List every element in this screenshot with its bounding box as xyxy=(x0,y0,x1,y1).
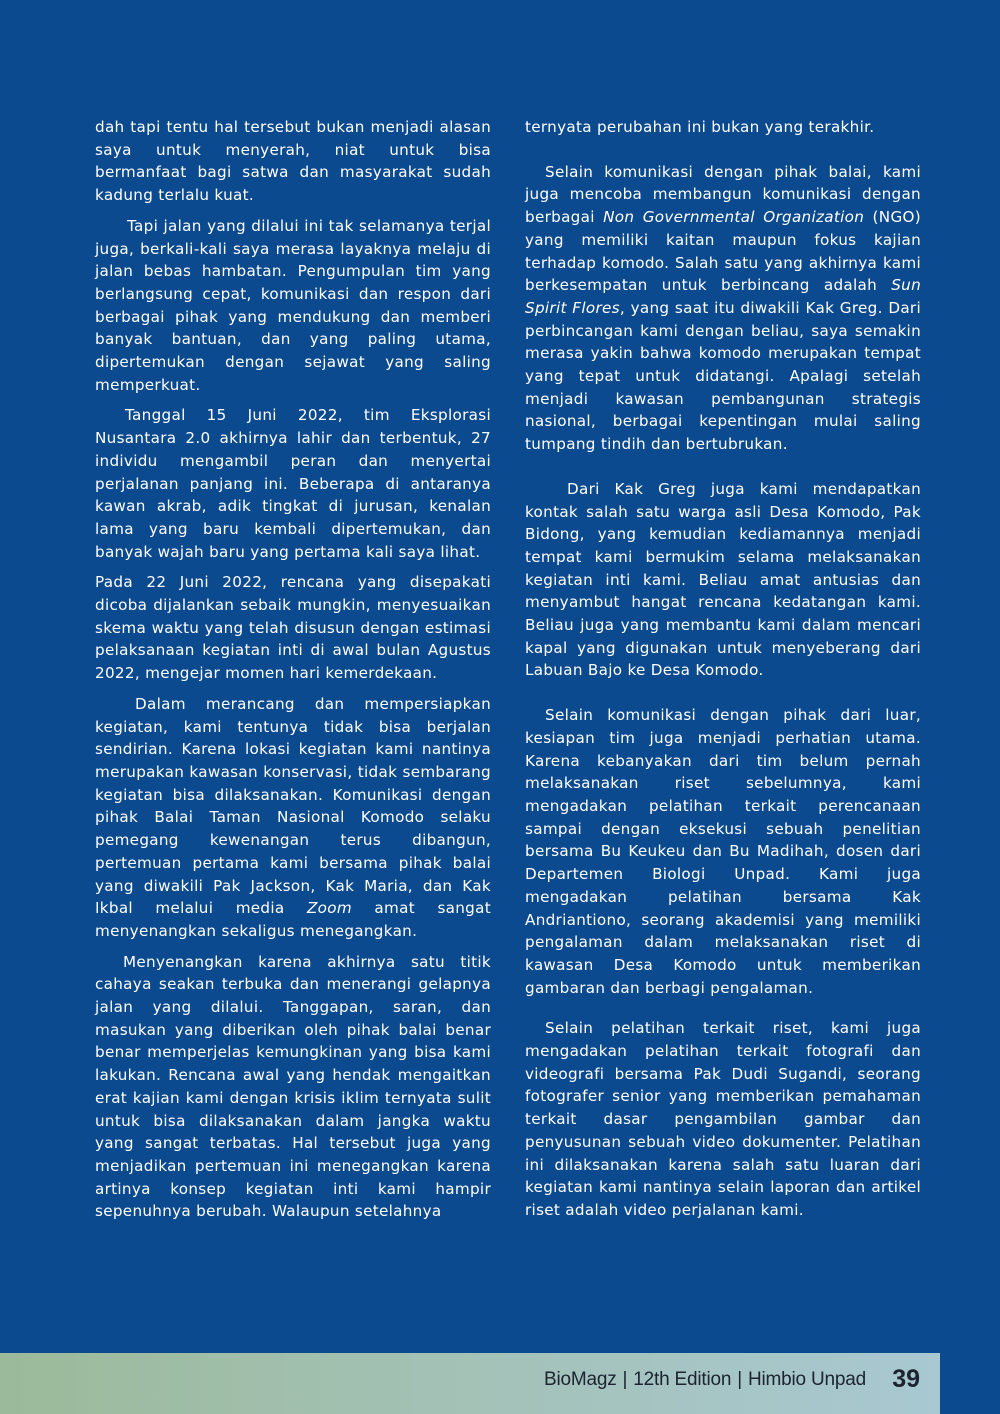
paragraph: ternyata perubahan ini bukan yang terakhir. xyxy=(525,118,875,136)
italic-text: Zoom xyxy=(306,899,352,918)
separator: | xyxy=(622,1369,628,1390)
text-span: , yang saat itu diwakili Kak Greg. Dari perbincangan kami dengan beliau, saya semakin merasa yakin bahwa komodo merupakan tempat yang tepat untuk didatangi. Apalagi setelah menjadi kawasan pembangunan strategis nasional, berbagai kepentingan mulai saling tumpang tindih dan bertubrukan. xyxy=(525,298,921,454)
magazine-name: BioMagz xyxy=(544,1369,617,1390)
paragraph: Pada 22 Juni 2022, rencana yang disepakati dicoba dijalankan sebaik mungkin, menyesuaikan skema waktu yang telah disusun dengan estimasi pelaksanaan kegiatan inti di awal bulan Agustus 2022, mengejar momen hari kemerdekaan. xyxy=(95,573,491,683)
page-number: 39 xyxy=(892,1365,920,1393)
italic-text: Non Governmental Organization xyxy=(603,208,865,227)
separator: | xyxy=(737,1369,742,1390)
paragraph: Dari Kak Greg juga kami mendapatkan kontak salah satu warga asli Desa Komodo, Pak Bidong, yang kemudian kediamannya menjadi tempat kami bermukim selama melaksanakan kegiatan inti kami. Beliau amat antusias dan menyambut hangat rencana kedatangan kami. Beliau juga yang membantu kami dalam mencari kapal yang digunakan untuk menyeberang dari Labuan Bajo ke Desa Komodo. xyxy=(525,479,921,680)
text-span: Dalam merancang dan mempersiapkan kegiatan, kami tentunya tidak bisa berjalan sendirian. Karena lokasi kegiatan kami nantinya merupakan kawasan konservasi, tidak sembarang kegiatan bisa dilaksanakan. Komunikasi dengan pihak Balai Taman Nasional Komodo selaku pemegang kewenangan terus dibangun, pertemuan pertama kami bersama pihak balai yang diwakili Pak Jackson, Kak Maria, dan Kak Ikbal melalui media xyxy=(95,694,491,918)
paragraph xyxy=(525,161,921,456)
text-span: amat sangat menyenangkan sekaligus menegangkan. xyxy=(95,899,491,940)
edition-label: 12th Edition xyxy=(633,1369,732,1390)
paragraph: dah tapi tentu hal tersebut bukan menjadi alasan saya untuk menyerah, niat untuk bisa bermanfaat bagi satwa dan masyarakat sudah kadung terlalu kuat. xyxy=(95,118,491,205)
footer-credits xyxy=(544,1369,866,1391)
text-span: Selain komunikasi dengan pihak balai, kami juga mencoba membangun komunikasi dengan berbagai xyxy=(525,162,921,227)
text-span: (NGO) yang memiliki kaitan maupun fokus kajian terhadap komodo. Salah satu yang akhirnya kami berkesempatan untuk berbincang adalah xyxy=(525,208,921,295)
paragraph: Tanggal 15 Juni 2022, tim Eksplorasi Nusantara 2.0 akhirnya lahir dan terbentuk, 27 individu mengambil peran dan menyertai perjalanan panjang ini. Beberapa di antaranya kawan akrab, adik tingkat di jurusan, kenalan lama yang baru kembali dipertemukan, dan banyak wajah baru yang pertama kali saya lihat. xyxy=(95,406,491,561)
organization-name: Himbio Unpad xyxy=(748,1369,866,1390)
left-column xyxy=(95,116,491,1223)
paragraph: Menyenangkan karena akhirnya satu titik cahaya seakan terbuka dan menerangi gelapnya jalan yang dilalui. Tanggapan, saran, dan masukan yang diberikan oleh pihak balai benar benar memperjelas kemungkinan yang bisa kami lakukan. Rencana awal yang hendak mengaitkan erat kajian kami dengan krisis iklim ternyata sulit untuk bisa dilaksanakan dalam jangka waktu yang sangat terbatas. Hal tersebut juga yang menjadikan pertemuan ini menegangkan karena artinya konsep kegiatan inti kami hampir sepenuhnya berubah. Walaupun setelahnya xyxy=(95,952,491,1221)
footer-bar xyxy=(0,1353,940,1414)
paragraph: Selain komunikasi dengan pihak dari luar, kesiapan tim juga menjadi perhatian utama. Karena kebanyakan dari tim belum pernah melaksanakan riset sebelumnya, kami mengadakan pelatihan terkait perencanaan sampai dengan eksekusi sebuah penelitian bersama Bu Keukeu dan Bu Madihah, dosen dari Departemen Biologi Unpad. Kami juga mengadakan pelatihan bersama Kak Andriantiono, seorang akademisi yang memiliki pengalaman dalam melaksanakan riset di kawasan Desa Komodo untuk memberikan gambaran dan berbagi pengalaman. xyxy=(525,706,921,997)
paragraph: Selain pelatihan terkait riset, kami juga mengadakan pelatihan terkait fotografi dan videografi bersama Pak Dudi Sugandi, seorang fotografer senior yang memberikan pemahaman terkait dasar pengambilan gambar dan penyusunan sebuah video dokumenter. Pelatihan ini dilaksanakan karena salah satu luaran dari kegiatan kami nantinya selain laporan dan artikel riset adalah video perjalanan kami. xyxy=(525,1019,921,1219)
right-column xyxy=(525,116,921,1222)
paragraph: Tapi jalan yang dilalui ini tak selamanya terjal juga, berkali-kali saya merasa layaknya melaju di jalan bebas hambatan. Pengumpulan tim yang berlangsung cepat, komunikasi dan respon dari berbagai pihak yang mendukung dan memberi banyak bantuan, dan yang paling utama, dipertemukan dengan sejawat yang saling memperkuat. xyxy=(95,216,491,394)
paragraph xyxy=(95,693,491,943)
italic-text: Sun Spirit Flores xyxy=(525,276,921,317)
